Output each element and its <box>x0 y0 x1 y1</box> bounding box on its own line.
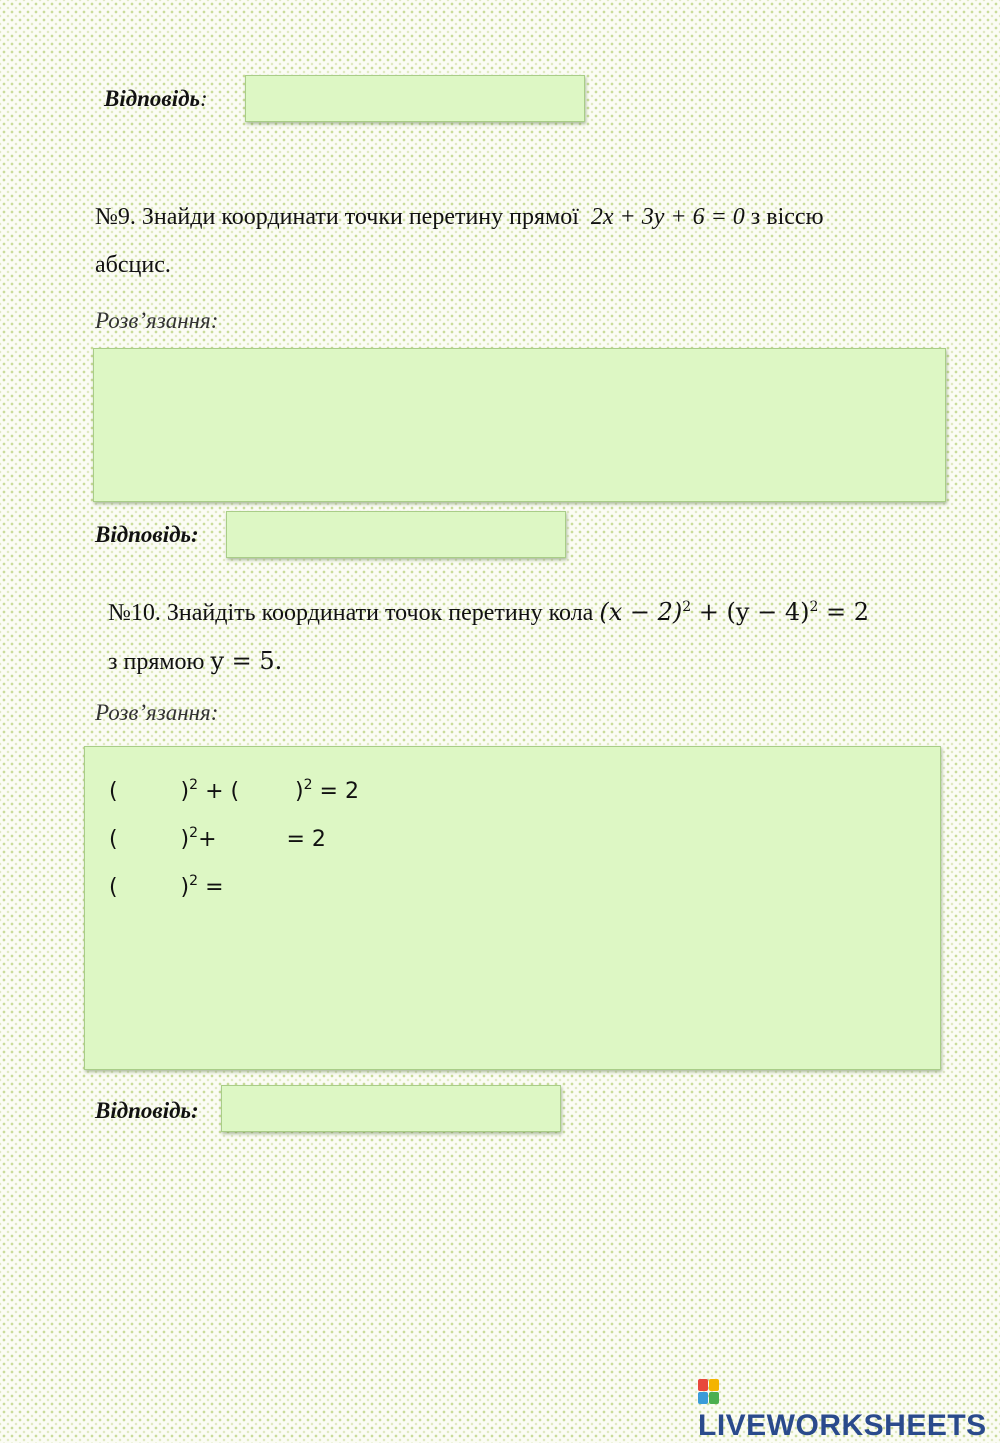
answer-input-top[interactable] <box>245 75 585 122</box>
task10-circle-equation: $(x - 2)^2 + (y - 4)^2 = 2$ <box>599 598 870 626</box>
task10-text: №10. Знайдіть координати точок перетину кола $(x - 2)^2 + (y - 4)^2 = 2$ з прямою y = 5. <box>108 598 870 675</box>
answer-label-9: Відповідь: <box>95 522 199 547</box>
liveworksheets-logo[interactable] <box>698 1375 1000 1443</box>
solution-label-10: Розв’язання: <box>95 700 219 725</box>
solution-input-9[interactable] <box>93 348 946 502</box>
logo-text: LIVEWORKSHEETS <box>698 1409 987 1442</box>
task9-text: №9. Знайди координати точки перетину прямої 2x + 3y + 6 = 0 з віссю абсцис. <box>95 204 824 278</box>
solution-label-9: Розв’язання: <box>95 308 219 333</box>
answer-label-top: Відповідь: <box>104 86 208 111</box>
answer-label-10: Відповідь: <box>95 1098 199 1123</box>
answer-input-10[interactable] <box>221 1085 561 1132</box>
task9-equation: 2x + 3y + 6 = 0 <box>590 204 745 230</box>
work10-row2: ( )$^2$+ = 2 <box>109 825 326 852</box>
task10-line-equation: y = 5. <box>210 647 283 675</box>
solution-input-10[interactable] <box>84 746 941 1070</box>
logo-cube-icon <box>698 1379 720 1405</box>
answer-input-9[interactable] <box>226 511 566 558</box>
work10-row3: ( )$^2$ = <box>109 873 224 900</box>
work10-row1: ( )$^2$ + ( )$^2$ = 2 <box>109 777 359 804</box>
